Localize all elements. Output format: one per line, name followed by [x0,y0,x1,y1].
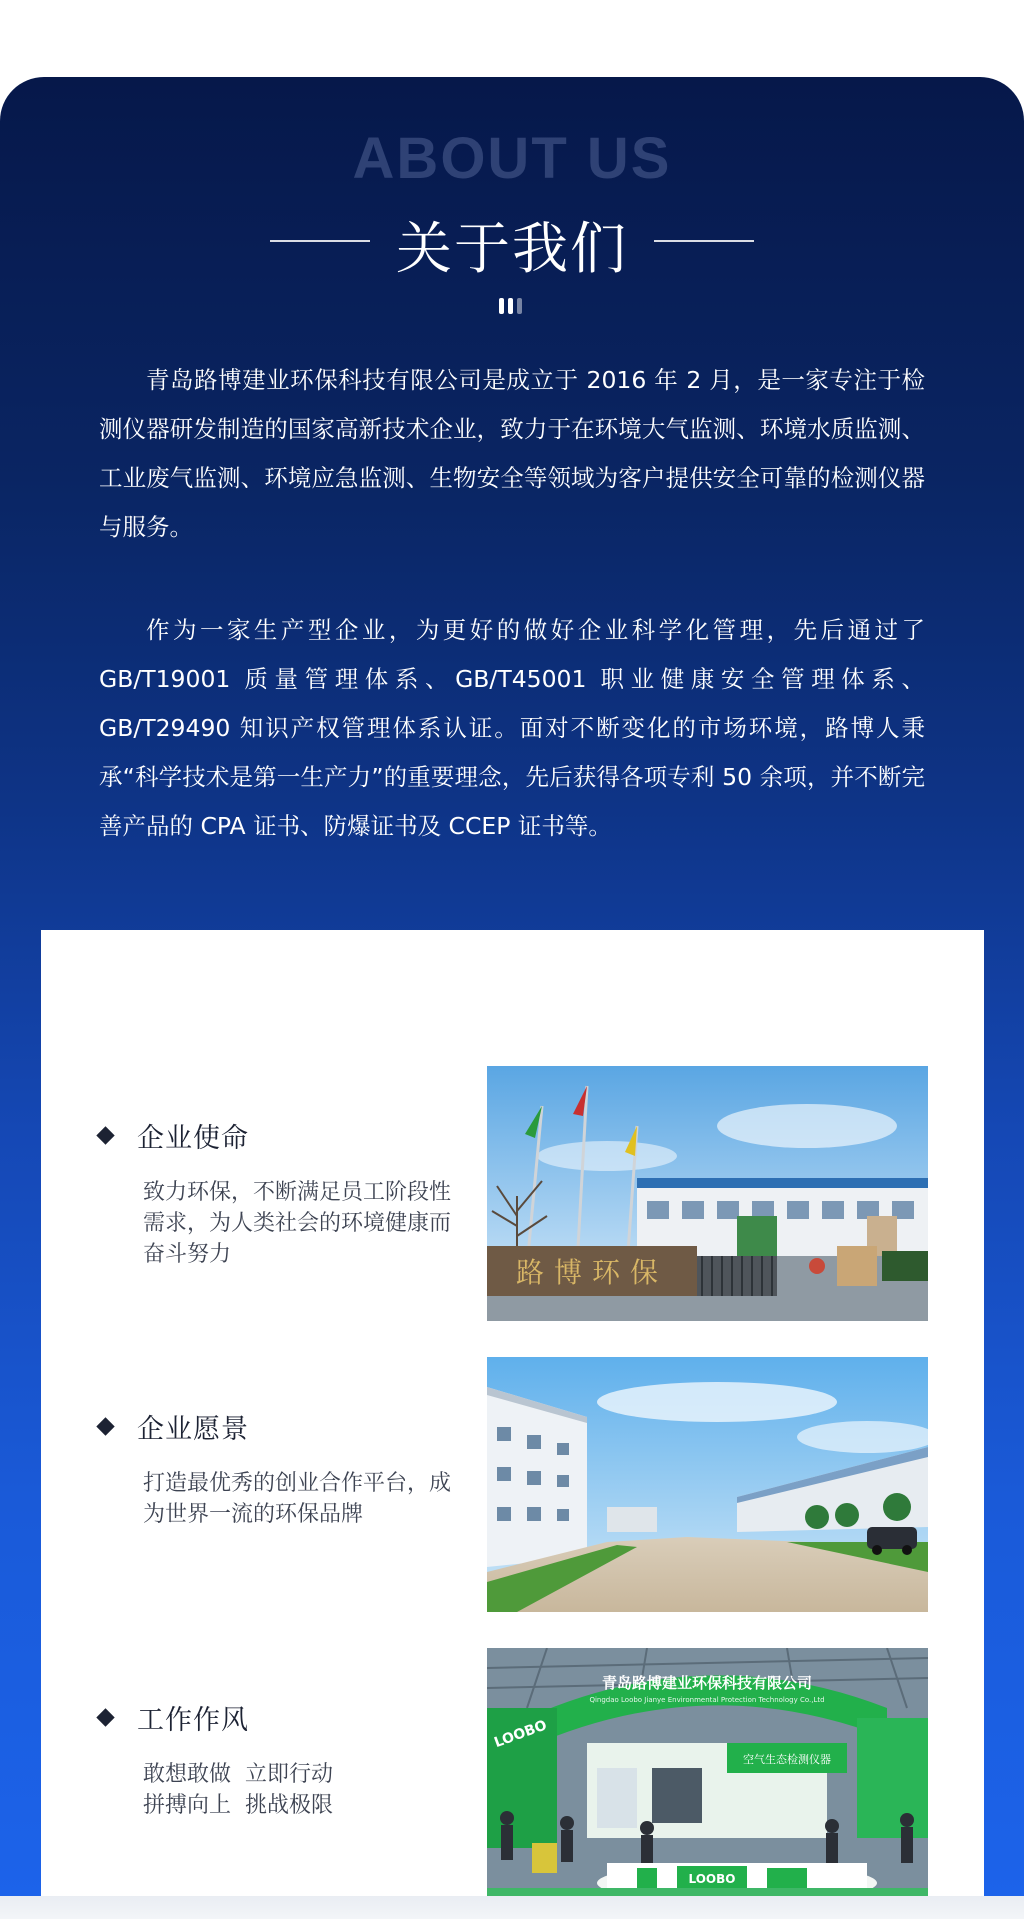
diamond-bullet-icon [96,1417,114,1435]
value-item-vision [41,1357,984,1612]
vision-heading [99,1407,249,1446]
work-style-description [143,1759,453,1821]
intro-paragraph-2: 作为一家生产型企业，为更好的做好企业科学化管理，先后通过了 GB/T19001 质量管理体系、GB/T45001 职业健康安全管理体系、GB/T29490 知识产权管理体系认证。面对不断变化的市场环境，路博人秉承“科学技术是第一生产力”的重要理念，先后获得各项专利 50 余项，并不断完善产品的 CPA 证书、防爆证书及 CCEP 证书等。 [99,616,925,840]
mission-heading-text: 企业使命 [137,1123,249,1154]
booth-counter-brand: LOOBO [688,1872,736,1886]
vision-heading-text: 企业愿景 [137,1414,249,1445]
intro-paragraph-1: 青岛路博建业环保科技有限公司是成立于 2016 年 2 月，是一家专注于检测仪器研发制造的国家高新技术企业，致力于在环境大气监测、环境水质监测、工业废气监测、环境应急监测、生物安全等领域为客户提供安全可靠的检测仪器与服务。 [99,366,925,541]
booth-brand-left: LOOBO [492,1717,550,1752]
gate-sign-text: 路博环保 [515,1256,669,1289]
exhibition-booth-photo [487,1648,928,1899]
page-title: 关于我们 [396,217,628,282]
mission-heading [99,1116,249,1155]
mission-description: 致力环保，不断满足员工阶段性需求，为人类社会的环境健康而奋斗努力 [143,1180,452,1267]
work-style-line-2: 拼搏向上 挑战极限 [143,1793,333,1818]
booth-sign-en-text: Qingdao Loobo Jianye Environmental Protection Technology Co.,Ltd [589,1696,825,1704]
booth-sign-text: 青岛路博建业环保科技有限公司 [601,1674,813,1692]
section-title [0,125,1024,282]
booth-panel-text: 空气生态检测仪器 [743,1753,831,1766]
diamond-bullet-icon [96,1126,114,1144]
values-card [41,930,984,1899]
title-background-text: ABOUT US [352,126,672,191]
factory-campus-photo [487,1357,928,1612]
work-style-heading [99,1698,249,1737]
company-gate-photo [487,1066,928,1321]
diamond-bullet-icon [96,1708,114,1726]
work-style-line-1: 敢想敢做 立即行动 [143,1762,333,1787]
page-bottom-strip [0,1896,1024,1919]
vision-description: 打造最优秀的创业合作平台，成为世界一流的环保品牌 [143,1471,452,1527]
value-item-mission [41,1066,984,1321]
work-style-heading-text: 工作作风 [137,1705,249,1736]
value-item-work-style [41,1648,984,1899]
about-hero [0,77,1024,1899]
